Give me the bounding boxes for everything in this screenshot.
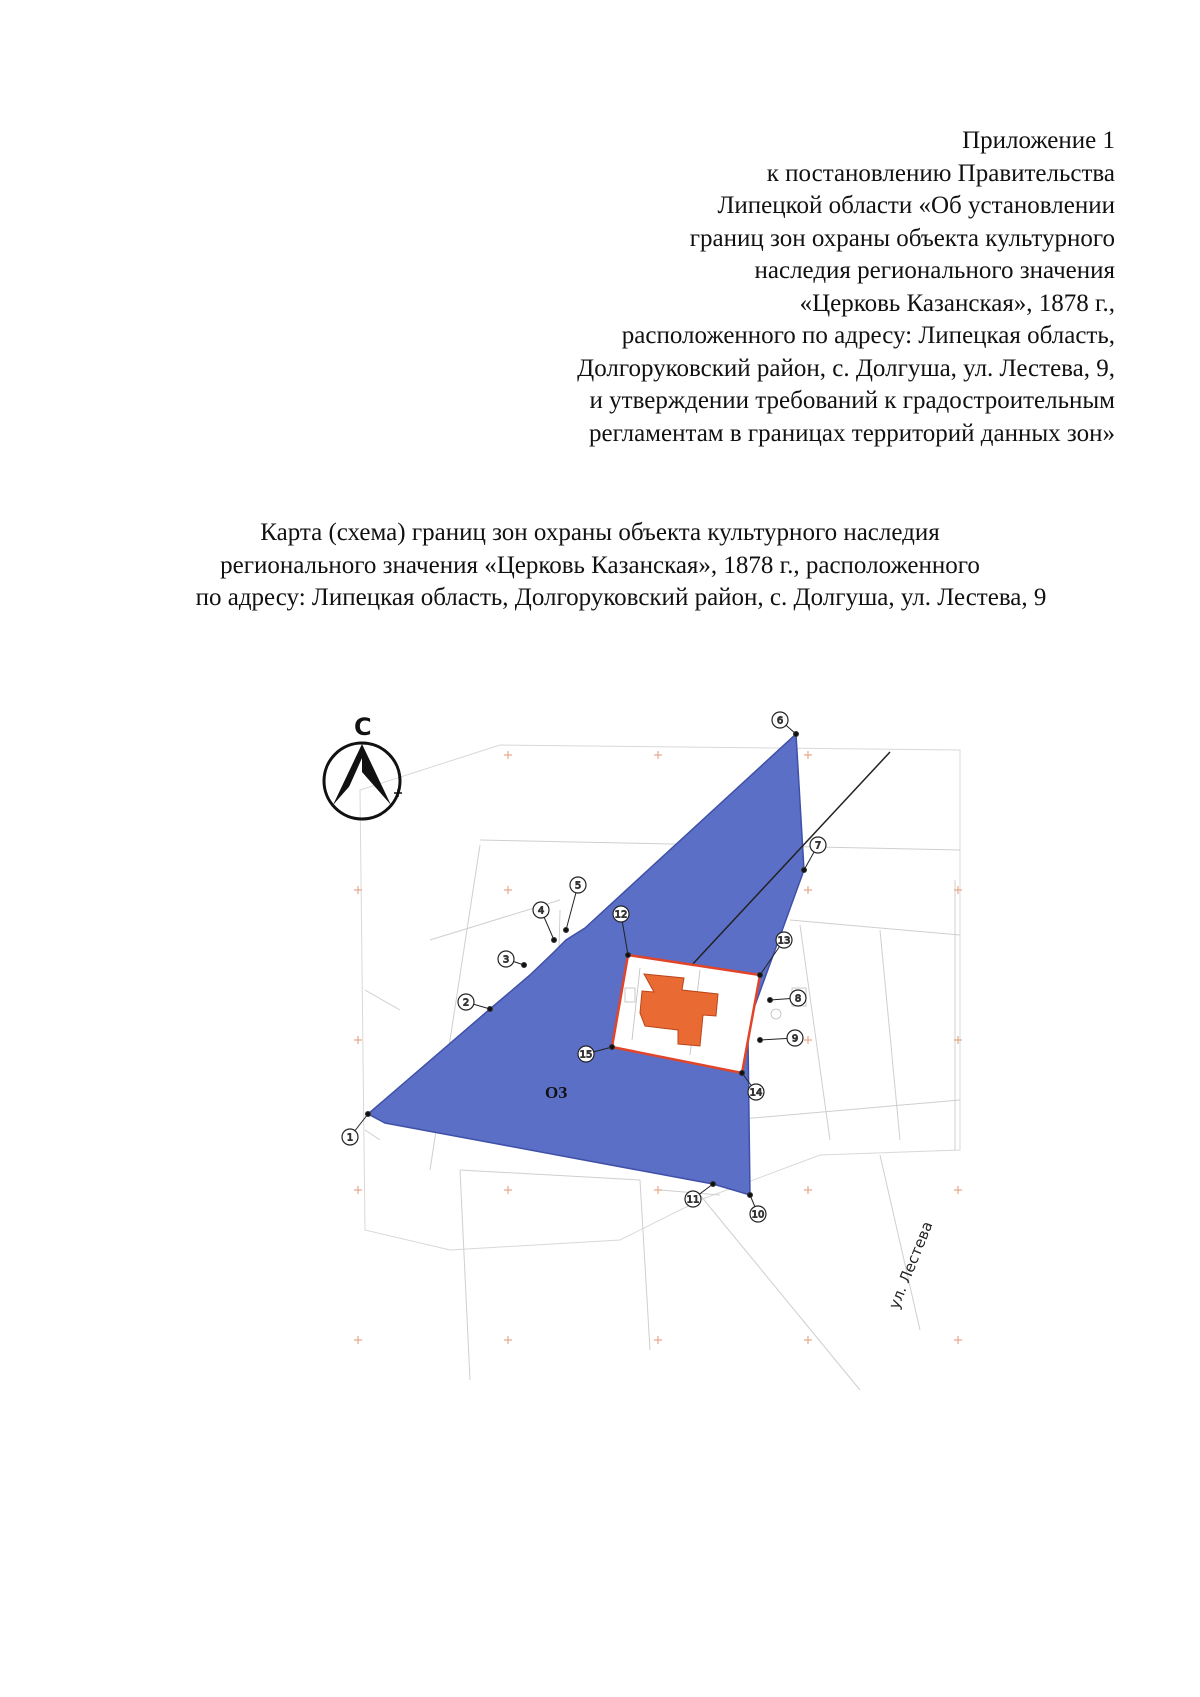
vertex-dot bbox=[711, 1182, 716, 1187]
vertex-dot bbox=[366, 1112, 371, 1117]
vertex-dot bbox=[610, 1045, 615, 1050]
boundary-point-5 bbox=[564, 877, 587, 933]
point-label: 10 bbox=[751, 1209, 765, 1221]
vertex-dot bbox=[552, 938, 557, 943]
point-label: 2 bbox=[462, 997, 470, 1009]
vertex-dot bbox=[522, 963, 527, 968]
point-label: 14 bbox=[749, 1087, 763, 1099]
point-label: 13 bbox=[777, 935, 791, 947]
vertex-dot bbox=[748, 1193, 753, 1198]
vertex-dot bbox=[768, 998, 773, 1003]
title-line: по адресу: Липецкая область, Долгоруковский район, с. Долгуша, ул. Лестева, 9 bbox=[195, 584, 1047, 611]
boundary-point-10 bbox=[748, 1193, 767, 1223]
point-label: 15 bbox=[579, 1049, 593, 1061]
appendix-line: Долгоруковский район, с. Долгуша, ул. Лестева, 9, bbox=[577, 354, 1115, 382]
boundary-point-2 bbox=[458, 994, 493, 1012]
appendix-line: Приложение 1 bbox=[962, 127, 1115, 154]
boundary-point-3 bbox=[498, 951, 527, 968]
vertex-dot bbox=[740, 1071, 745, 1076]
appendix-line: и утверждении требований к градостроительным bbox=[589, 387, 1115, 414]
appendix-line: «Церковь Казанская», 1878 г., bbox=[799, 289, 1115, 317]
point-label: 9 bbox=[791, 1033, 799, 1045]
vertex-dot bbox=[626, 953, 631, 958]
vertex-dot bbox=[794, 732, 799, 737]
point-label: 7 bbox=[814, 840, 822, 852]
appendix-line: регламентам в границах территорий данных зон» bbox=[589, 419, 1115, 447]
point-label: 11 bbox=[686, 1194, 700, 1206]
protection-zone bbox=[368, 734, 804, 1195]
title-line: Карта (схема) границ зон охраны объекта культурного наследия bbox=[260, 519, 940, 546]
north-label: С bbox=[354, 713, 372, 741]
boundary-point-4 bbox=[533, 902, 557, 943]
point-label: 3 bbox=[502, 954, 510, 966]
north-arrow-icon bbox=[324, 713, 402, 819]
appendix-line: Липецкой области «Об установлении bbox=[717, 192, 1115, 219]
appendix-line: наследия регионального значения bbox=[754, 257, 1115, 284]
appendix-line: расположенного по адресу: Липецкая область, bbox=[621, 322, 1115, 349]
boundary-point-1 bbox=[342, 1112, 371, 1146]
appendix-line: к постановлению Правительства bbox=[766, 159, 1115, 187]
point-label: 6 bbox=[776, 715, 784, 727]
point-label: 5 bbox=[574, 880, 582, 892]
boundary-point-9 bbox=[758, 1030, 804, 1046]
appendix-line: границ зон охраны объекта культурного bbox=[689, 224, 1115, 252]
appendix-heading bbox=[577, 125, 1115, 450]
point-label: 8 bbox=[794, 993, 802, 1005]
street-label: ул. Лестева bbox=[885, 1218, 937, 1312]
vertex-dot bbox=[758, 973, 763, 978]
point-label: 12 bbox=[614, 909, 628, 921]
vertex-dot bbox=[802, 868, 807, 873]
boundary-point-6 bbox=[772, 712, 799, 737]
vertex-dot bbox=[758, 1038, 763, 1043]
point-label: 1 bbox=[346, 1132, 354, 1144]
vertex-dot bbox=[564, 928, 569, 933]
boundary-point-8 bbox=[768, 990, 807, 1006]
title-line: регионального значения «Церковь Казанская», 1878 г., расположенного bbox=[220, 551, 980, 579]
map-title bbox=[0, 517, 1200, 615]
zone-map bbox=[0, 700, 1200, 1460]
point-label: 4 bbox=[537, 905, 545, 917]
vertex-dot bbox=[488, 1007, 493, 1012]
zone-label: ОЗ bbox=[545, 1083, 568, 1102]
